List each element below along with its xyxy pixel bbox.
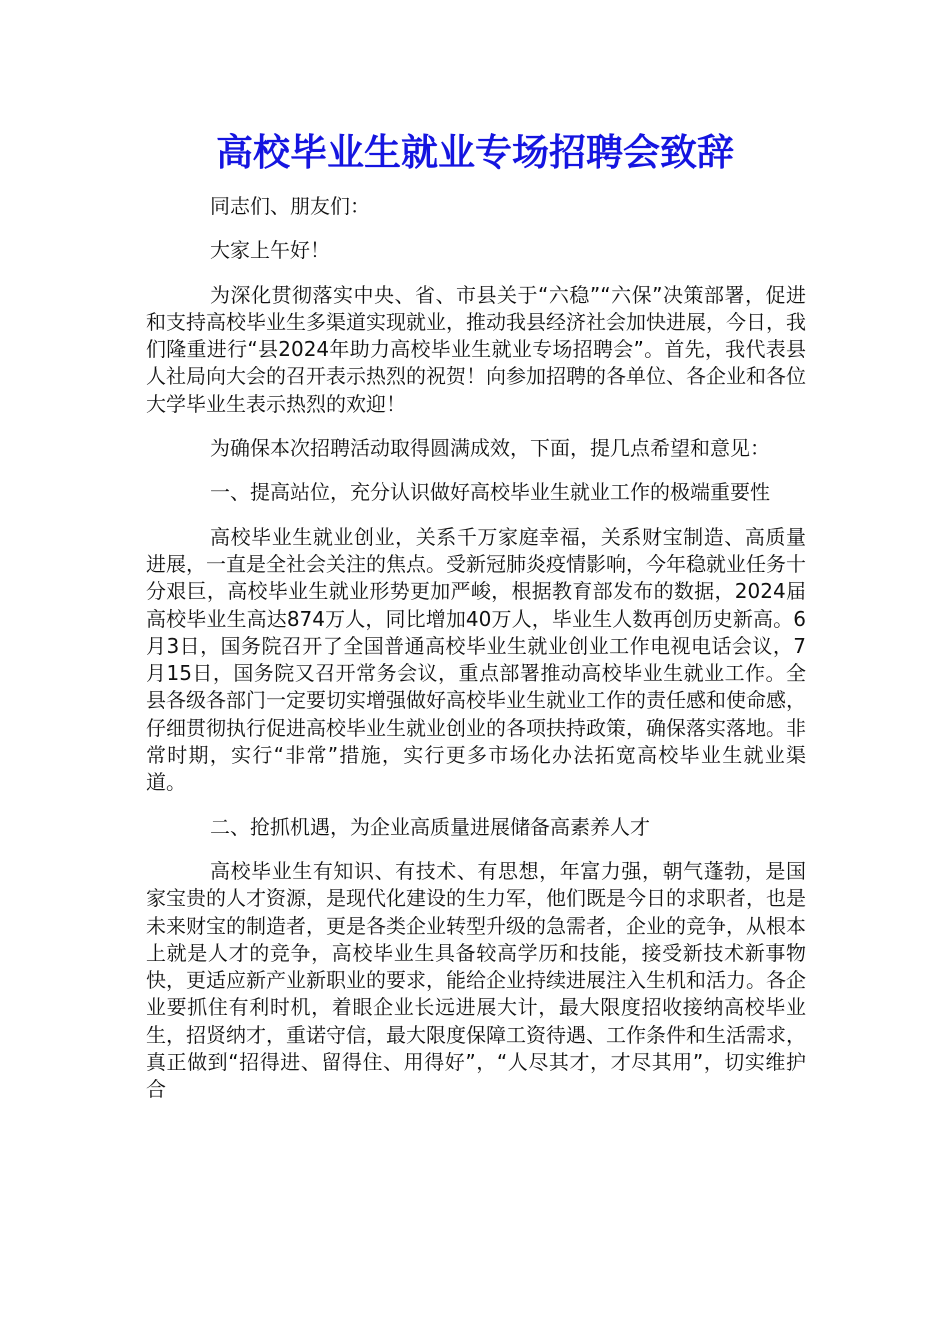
salutation-paragraph: 同志们、朋友们： xyxy=(210,194,370,218)
intro-paragraph: 为深化贯彻落实中央、省、市县关于“六稳”“六保”决策部署，促进和支持高校毕业生多渠道实现就业，推动我县经济社会加快进展，今日，我们隆重进行“县2024年助力高校毕业生就业专场招聘会”。首先，我代表县人社局向大会的召开表示热烈的祝贺！向参加招聘的各单位、各企业和各位大学毕业生表示热烈的欢迎！ xyxy=(146,282,806,416)
section-heading-2: 二、抢抓机遇，为企业高质量进展储备高素养人才 xyxy=(210,814,650,839)
greeting-paragraph: 大家上午好！ xyxy=(210,238,330,263)
document-body xyxy=(146,193,806,1121)
section-heading-1: 一、提高站位，充分认识做好高校毕业生就业工作的极端重要性 xyxy=(210,480,770,505)
section-body-2: 高校毕业生有知识、有技术、有思想，年富力强，朝气蓬勃，是国家宝贵的人才资源，是现代化建设的生力军，他们既是今日的求职者，也是未来财宝的制造者，更是各类企业转型升级的急需者，企业的竞争，从根本上就是人才的竞争，高校毕业生具备较高学历和技能，接受新技术新事物快，更适应新产业新职业的要求，能给企业持续进展注入生机和活力。各企业要抓住有利时机，着眼企业长远进展大计，最大限度招收接纳高校毕业生，招贤纳才，重诺守信，最大限度保障工资待遇、工作条件和生活需求，真正做到“招得进、留得住、用得好”，“人尽其才，才尽其用”，切实维护合 xyxy=(146,858,806,1102)
transition-paragraph: 为确保本次招聘活动取得圆满成效，下面，提几点希望和意见： xyxy=(210,436,770,461)
document-title: 高校毕业生就业专场招聘会致辞 xyxy=(216,130,734,174)
section-body-1: 高校毕业生就业创业，关系千万家庭幸福，关系财宝制造、高质量进展，一直是全社会关注的焦点。受新冠肺炎疫情影响，今年稳就业任务十分艰巨，高校毕业生就业形势更加严峻，根据教育部发布的数据，2024届高校毕业生高达874万人，同比增加40万人，毕业生人数再创历史新高。6月3日，国务院召开了全国普通高校毕业生就业创业工作电视电话会议，7月15日，国务院又召开常务会议，重点部署推动高校毕业生就业工作。全县各级各部门一定要切实增强做好高校毕业生就业工作的责任感和使命感，仔细贯彻执行促进高校毕业生就业创业的各项扶持政策，确保落实落地。非常时期，实行“非常”措施，实行更多市场化办法拓宽高校毕业生就业渠道。 xyxy=(146,524,806,795)
